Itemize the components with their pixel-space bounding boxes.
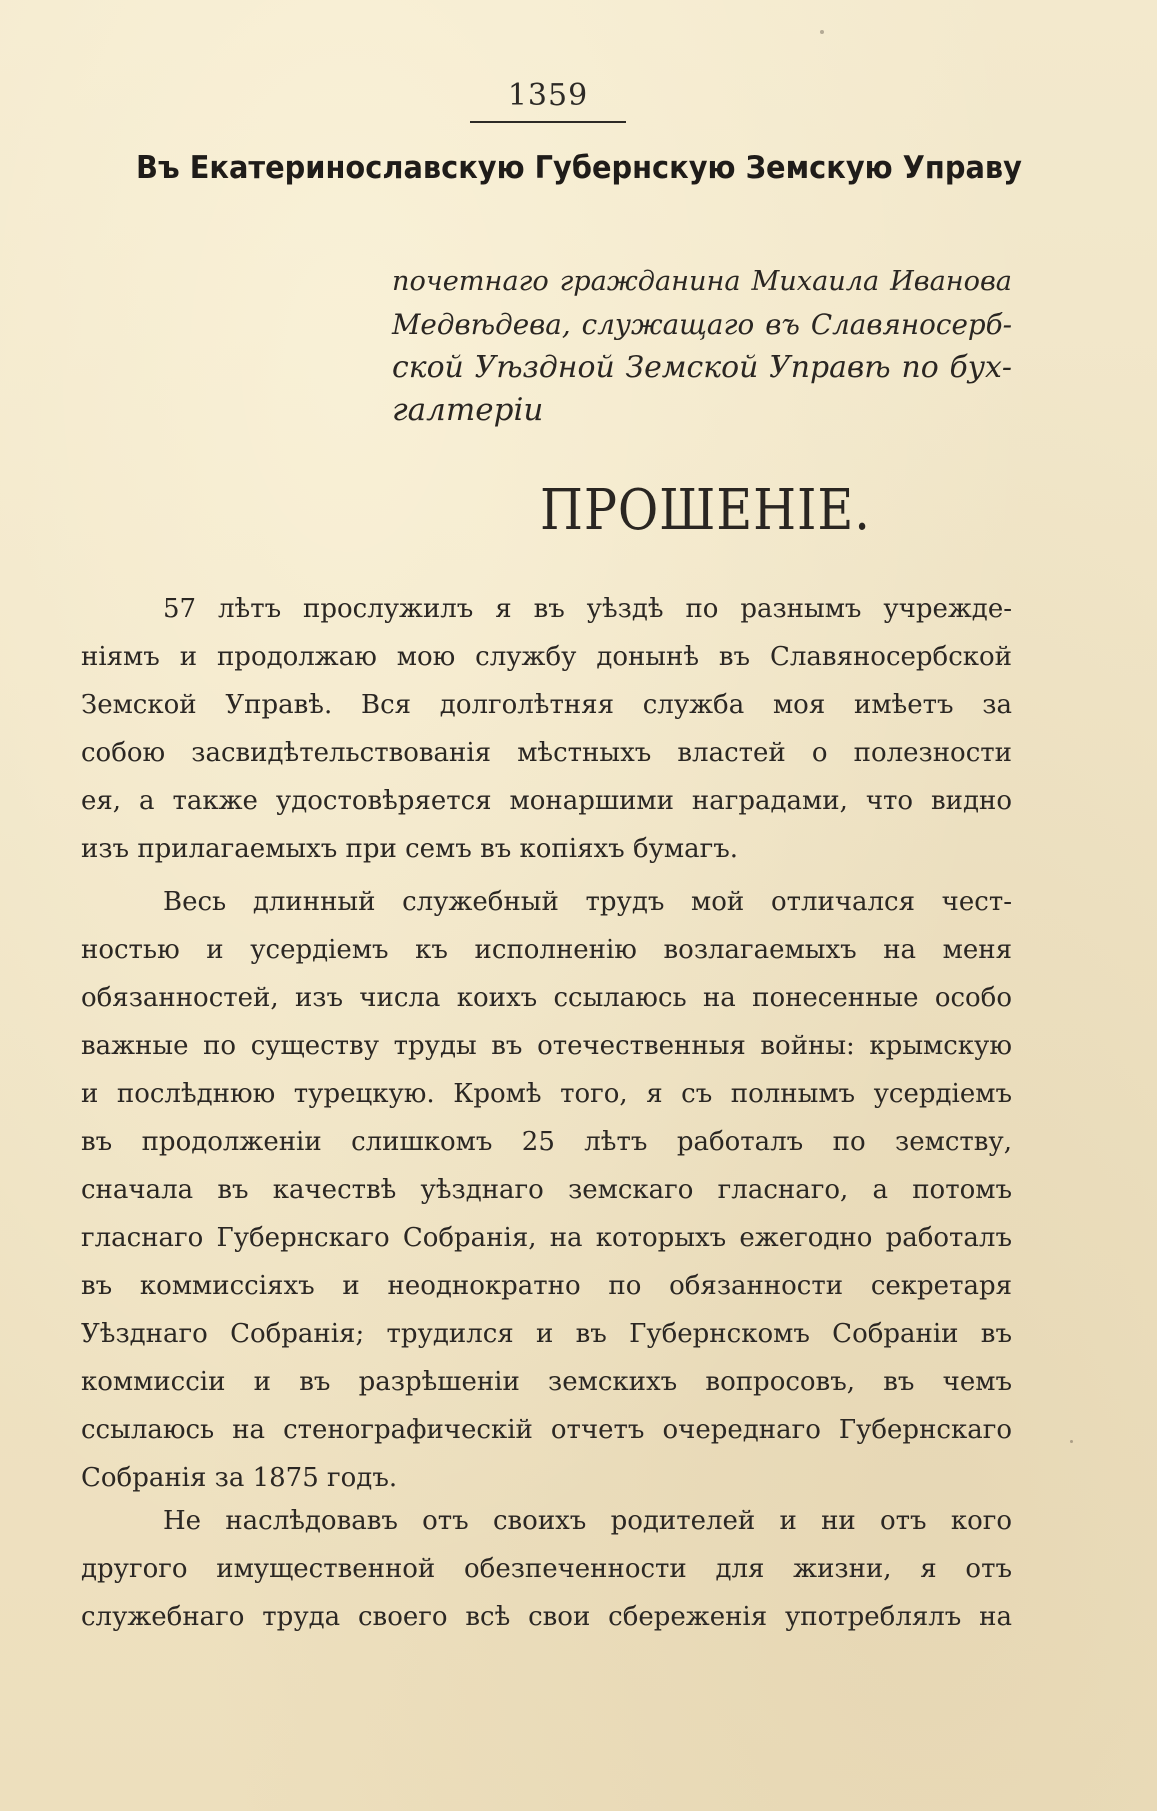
petitioner-line: галтеріи bbox=[392, 392, 544, 428]
text-line: ея, а также удостовѣряется монаршими наградами, что видно bbox=[81, 786, 1012, 816]
text-line: ностью и усердіемъ къ исполненію возлагаемыхъ на меня bbox=[81, 935, 1012, 965]
paragraph-2 bbox=[81, 878, 1012, 1502]
page-number-rule bbox=[470, 121, 626, 123]
text-line: въ продолженіи слишкомъ 25 лѣтъ работалъ по земству, bbox=[81, 1127, 1012, 1157]
text-line: собою засвидѣтельствованія мѣстныхъ властей о полезности bbox=[81, 738, 1012, 768]
text-line: Уѣзднаго Собранія; трудился и въ Губернскомъ Собраніи въ bbox=[81, 1319, 1012, 1349]
page-number: 1359 bbox=[507, 78, 589, 113]
text-line: 57 лѣтъ прослужилъ я въ уѣздѣ по разнымъ учрежде- bbox=[163, 594, 1012, 624]
paper-speck bbox=[1070, 1440, 1073, 1443]
text-line: Не наслѣдовавъ отъ своихъ родителей и ни отъ кого bbox=[163, 1506, 1012, 1536]
text-line: изъ прилагаемыхъ при семъ въ копіяхъ бумагъ. bbox=[81, 834, 739, 864]
text-line: ссылаюсь на стенографическій отчетъ очереднаго Губернскаго bbox=[81, 1415, 1012, 1445]
text-line: важные по существу труды въ отечественныя войны: крымскую bbox=[81, 1031, 1012, 1061]
text-line: въ коммиссіяхъ и неоднократно по обязанности секретаря bbox=[81, 1271, 1012, 1301]
text-line: обязанностей, изъ числа коихъ ссылаюсь на понесенные особо bbox=[81, 983, 1012, 1013]
paragraph-3 bbox=[81, 1497, 1012, 1641]
text-line: другого имущественной обезпеченности для жизни, я отъ bbox=[81, 1554, 1012, 1584]
text-line: Весь длинный служебный трудъ мой отличался чест- bbox=[163, 887, 1012, 917]
text-line: Земской Управѣ. Вся долголѣтняя служба моя имѣетъ за bbox=[81, 690, 1012, 720]
petitioner-line: почетнаго гражданина Михаила Иванова bbox=[392, 266, 1012, 297]
petitioner-line: Медвѣдева, служащаго въ Славяносерб- bbox=[392, 308, 1012, 341]
petitioner-block bbox=[392, 260, 1012, 432]
text-line: служебнаго труда своего всѣ свои сбереженія употреблялъ на bbox=[81, 1602, 1012, 1632]
text-line: и послѣднюю турецкую. Кромѣ того, я съ полнымъ усердіемъ bbox=[81, 1079, 1012, 1109]
paper-speck bbox=[820, 30, 824, 34]
text-line: ніямъ и продолжаю мою службу донынѣ въ Славяносербской bbox=[81, 642, 1012, 672]
paragraph-1 bbox=[81, 585, 1012, 873]
text-line: Собранія за 1875 годъ. bbox=[81, 1463, 398, 1493]
petitioner-line: ской Уѣздной Земской Управѣ по бух- bbox=[392, 350, 1012, 385]
addressee-heading: Въ Екатеринославскую Губернскую Земскую Управу bbox=[136, 150, 1022, 186]
document-title: ПРОШЕНІЕ. bbox=[540, 478, 871, 543]
text-line: коммиссіи и въ разрѣшеніи земскихъ вопросовъ, въ чемъ bbox=[81, 1367, 1012, 1397]
text-line: сначала въ качествѣ уѣзднаго земскаго гласнаго, а потомъ bbox=[81, 1175, 1012, 1205]
text-line: гласнаго Губернскаго Собранія, на которыхъ ежегодно работалъ bbox=[81, 1223, 1012, 1253]
